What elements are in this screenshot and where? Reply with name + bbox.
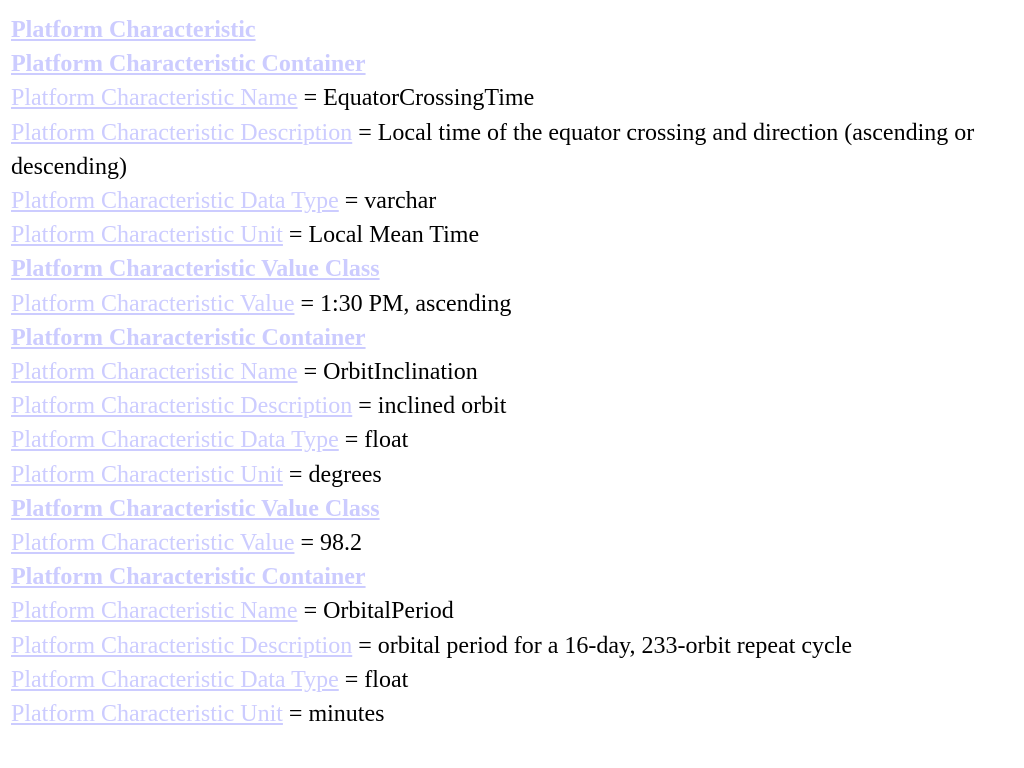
- description-row-3: [11, 629, 1011, 663]
- description-value: = orbital period for a 16-day, 233-orbit repeat cycle: [358, 632, 853, 659]
- value-class-link[interactable]: Platform Characteristic Value Class: [11, 495, 380, 522]
- data-type-row-3: [11, 663, 1011, 697]
- value-row-1: [11, 287, 1011, 321]
- name-link[interactable]: Platform Characteristic Name: [11, 359, 298, 386]
- unit-value: = degrees: [288, 461, 382, 488]
- unit-row-2: [11, 458, 1011, 492]
- value-row-2: [11, 526, 1011, 560]
- description-value: = inclined orbit: [358, 393, 507, 420]
- description-value: = Local time of the equator crossing and direction (ascending or descending): [11, 119, 975, 180]
- description-row-2: [11, 389, 1011, 423]
- name-value: = OrbitalPeriod: [303, 598, 454, 625]
- data-type-link[interactable]: Platform Characteristic Data Type: [11, 666, 339, 693]
- value-link[interactable]: Platform Characteristic Value: [11, 530, 295, 557]
- name-link[interactable]: Platform Characteristic Name: [11, 85, 298, 112]
- value-value: = 98.2: [300, 530, 363, 557]
- unit-link[interactable]: Platform Characteristic Unit: [11, 461, 283, 488]
- container-link[interactable]: Platform Characteristic Container: [11, 51, 366, 78]
- value-link[interactable]: Platform Characteristic Value: [11, 290, 295, 317]
- unit-row-3: [11, 697, 1011, 731]
- container-heading-3: [11, 560, 1011, 594]
- container-link[interactable]: Platform Characteristic Container: [11, 324, 366, 351]
- data-type-value: = varchar: [344, 188, 437, 215]
- description-link[interactable]: Platform Characteristic Description: [11, 393, 353, 420]
- name-value: = OrbitInclination: [303, 359, 478, 386]
- data-type-link[interactable]: Platform Characteristic Data Type: [11, 188, 339, 215]
- data-type-row-1: [11, 184, 1011, 218]
- container-heading-1: [11, 47, 1011, 81]
- unit-link[interactable]: Platform Characteristic Unit: [11, 701, 283, 728]
- data-type-row-2: [11, 423, 1011, 457]
- container-heading-2: [11, 321, 1011, 355]
- name-row-2: [11, 355, 1011, 389]
- value-value: = 1:30 PM, ascending: [300, 290, 512, 317]
- document-body: [11, 13, 1011, 731]
- name-row-1: [11, 81, 1011, 115]
- unit-row-1: [11, 218, 1011, 252]
- container-link[interactable]: Platform Characteristic Container: [11, 564, 366, 591]
- name-value: = EquatorCrossingTime: [303, 85, 535, 112]
- value-class-heading-1: [11, 252, 1011, 286]
- unit-link[interactable]: Platform Characteristic Unit: [11, 222, 283, 249]
- unit-value: = Local Mean Time: [288, 222, 480, 249]
- description-link[interactable]: Platform Characteristic Description: [11, 119, 353, 146]
- data-type-link[interactable]: Platform Characteristic Data Type: [11, 427, 339, 454]
- value-class-heading-2: [11, 492, 1011, 526]
- data-type-value: = float: [344, 427, 409, 454]
- description-link[interactable]: Platform Characteristic Description: [11, 632, 353, 659]
- name-row-3: [11, 594, 1011, 628]
- platform-characteristic-heading: [11, 13, 1011, 47]
- platform-characteristic-link[interactable]: Platform Characteristic: [11, 17, 256, 43]
- data-type-value: = float: [344, 666, 409, 693]
- description-row-1: [11, 116, 1011, 184]
- unit-value: = minutes: [288, 701, 385, 728]
- name-link[interactable]: Platform Characteristic Name: [11, 598, 298, 625]
- value-class-link[interactable]: Platform Characteristic Value Class: [11, 256, 380, 283]
